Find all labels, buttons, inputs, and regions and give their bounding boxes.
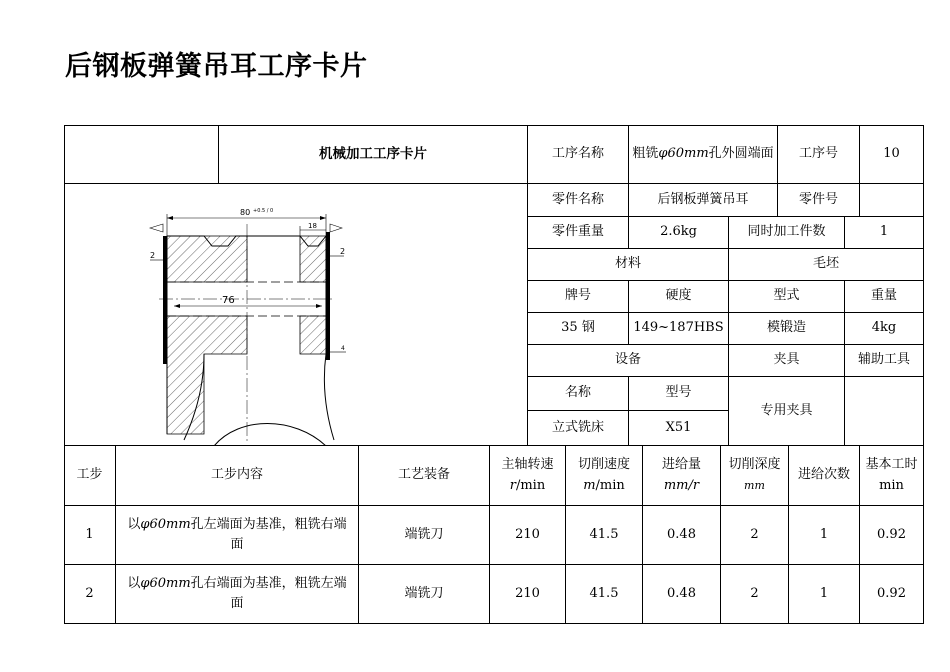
part-no-label: 零件号	[778, 184, 860, 217]
drawing-cutter-right	[326, 232, 330, 360]
step-1-depth: 2	[721, 506, 789, 565]
process-name-value: 粗铣φ60mm孔外圆端面	[629, 125, 778, 184]
process-drawing	[64, 184, 528, 446]
grade-value: 35 钢	[528, 313, 629, 345]
step-2-passes: 1	[789, 565, 860, 624]
equipment-label: 设备	[528, 345, 729, 377]
drawing-hatch-right	[300, 236, 326, 354]
step-2-equipment: 端铣刀	[359, 565, 490, 624]
part-name-value: 后钢板弹簧吊耳	[629, 184, 778, 217]
blank-label: 毛坯	[729, 249, 924, 281]
simultaneous-value: 1	[845, 217, 924, 249]
step-1-time: 0.92	[860, 506, 924, 565]
card-title: 机械加工工序卡片	[219, 125, 528, 184]
col-step: 工步	[64, 446, 116, 506]
eq-model-label: 型号	[629, 377, 729, 411]
drawing-hatch-left	[167, 236, 247, 434]
step-1-content: 以φ60mm孔左端面为基准，粗铣右端面	[116, 506, 359, 565]
step-1-no: 1	[64, 506, 116, 565]
eq-name-value: 立式铣床	[528, 411, 629, 446]
drawing-dim-left: 2	[150, 251, 156, 260]
col-spindle: 主轴转速 r/min	[490, 446, 566, 506]
step-2-feed: 0.48	[643, 565, 721, 624]
step-2-time: 0.92	[860, 565, 924, 624]
col-depth: 切削深度 mm	[721, 446, 789, 506]
eq-name-label: 名称	[528, 377, 629, 411]
step-1-feed: 0.48	[643, 506, 721, 565]
header-blank-cell	[64, 125, 219, 184]
col-time: 基本工时 min	[860, 446, 924, 506]
process-name-label: 工序名称	[528, 125, 629, 184]
step-1-cut-speed: 41.5	[566, 506, 643, 565]
part-no-value	[860, 184, 924, 217]
part-weight-label: 零件重量	[528, 217, 629, 249]
col-passes: 进给次数	[789, 446, 860, 506]
drawing-support-left	[150, 224, 163, 232]
step-2-depth: 2	[721, 565, 789, 624]
drawing-dim-middle: 76	[222, 295, 235, 306]
aux-tool-value	[845, 377, 924, 446]
weight-label: 重量	[845, 281, 924, 313]
drawing-dim-top-tol: +0.5 / 0	[253, 208, 274, 214]
eq-model-value: X51	[629, 411, 729, 446]
page-title: 后钢板弹簧吊耳工序卡片	[65, 51, 368, 82]
step-1-spindle: 210	[490, 506, 566, 565]
fixture-label: 夹具	[729, 345, 845, 377]
aux-tool-label: 辅助工具	[845, 345, 924, 377]
part-weight-value: 2.6kg	[629, 217, 729, 249]
blank-type-label: 型式	[729, 281, 845, 313]
process-no-value: 10	[860, 125, 924, 184]
step-2-spindle: 210	[490, 565, 566, 624]
step-2-no: 2	[64, 565, 116, 624]
step-1-equipment: 端铣刀	[359, 506, 490, 565]
simultaneous-label: 同时加工件数	[729, 217, 845, 249]
col-feed: 进给量 mm/r	[643, 446, 721, 506]
col-content: 工步内容	[116, 446, 359, 506]
drawing-dim-right-top: 18	[308, 222, 317, 230]
drawing-dim-right-small: 4	[341, 345, 345, 352]
step-1-passes: 1	[789, 506, 860, 565]
blank-type-value: 模锻造	[729, 313, 845, 345]
material-label: 材料	[528, 249, 729, 281]
step-2-cut-speed: 41.5	[566, 565, 643, 624]
drawing-dim-top: 80	[240, 208, 251, 217]
step-2-content: 以φ60mm孔右端面为基准，粗铣左端面	[116, 565, 359, 624]
part-name-label: 零件名称	[528, 184, 629, 217]
drawing-dim-right: 2	[340, 247, 346, 256]
drawing-support-right	[330, 224, 342, 232]
drawing-cutter-left	[163, 236, 167, 364]
weight-value: 4kg	[845, 313, 924, 345]
hardness-value: 149~187HBS	[629, 313, 729, 345]
grade-label: 牌号	[528, 281, 629, 313]
process-no-label: 工序号	[778, 125, 860, 184]
col-cut-speed: 切削速度 m/min	[566, 446, 643, 506]
col-equipment: 工艺装备	[359, 446, 490, 506]
hardness-label: 硬度	[629, 281, 729, 313]
fixture-value: 专用夹具	[729, 377, 845, 446]
drawing-lower-arc	[214, 424, 326, 447]
